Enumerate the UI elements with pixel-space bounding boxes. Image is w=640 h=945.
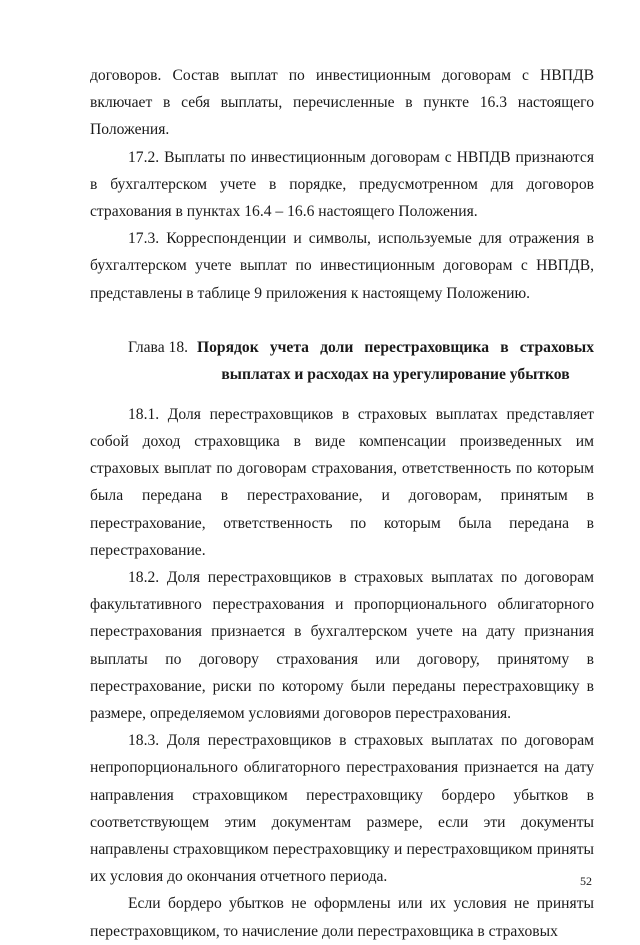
chapter-heading (90, 334, 594, 389)
chapter-number: Глава 18. (128, 338, 189, 356)
document-page (90, 62, 594, 945)
paragraph-continuation: договоров. Состав выплат по инвестиционным договорам с НВПДВ включает в себя выплаты, перечисленные в пункте 16.3 настоящего Положения. (90, 67, 594, 139)
paragraph-18-3: 18.3. Доля перестраховщиков в страховых выплатах по договорам непропорционального облигаторного перестрахования признается на дату направления страховщиком перестраховщику бордеро убытков в соответствующем этим документам размере, если эти документы направлены страховщиком перестраховщику и перестраховщиком приняты их условия до окончания отчетного периода. (90, 732, 594, 886)
paragraph-17-3: 17.3. Корреспонденции и символы, используемые для отражения в бухгалтерском учете выплат по инвестиционным договорам с НВПДВ, представлены в таблице 9 приложения к настоящему Положению. (90, 230, 594, 302)
chapter-title: Порядок учета доли перестраховщика в страховых выплатах и расходах на урегулирование убытков (197, 338, 594, 384)
paragraph-17-2: 17.2. Выплаты по инвестиционным договорам с НВПДВ признаются в бухгалтерском учете в порядке, предусмотренном для договоров страхования в пунктах 16.4 – 16.6 настоящего Положения. (90, 148, 594, 221)
paragraph-18-1: 18.1. Доля перестраховщиков в страховых выплатах представляет собой доход страховщика в виде компенсации произведенных им страховых выплат по договорам страхования, ответственность по которым была передана в перестрахование, и договорам, принятым в перестрахование, ответственность по которым была передана в перестрахование. (90, 405, 594, 559)
paragraph-18-2: 18.2. Доля перестраховщиков в страховых выплатах по договорам факультативного перестрахования и пропорционального облигаторного перестрахования признается в бухгалтерском учете на дату признания выплаты по договору страхования или договору, принятому в перестрахование, риски по которому были переданы перестраховщику в размере, определяемом условиями договоров перестрахования. (90, 569, 594, 723)
page-number: 52 (580, 874, 592, 888)
paragraph-bordereau: Если бордеро убытков не оформлены или их условия не приняты перестраховщиком, то начисление доли перестраховщика в страховых (90, 895, 594, 940)
